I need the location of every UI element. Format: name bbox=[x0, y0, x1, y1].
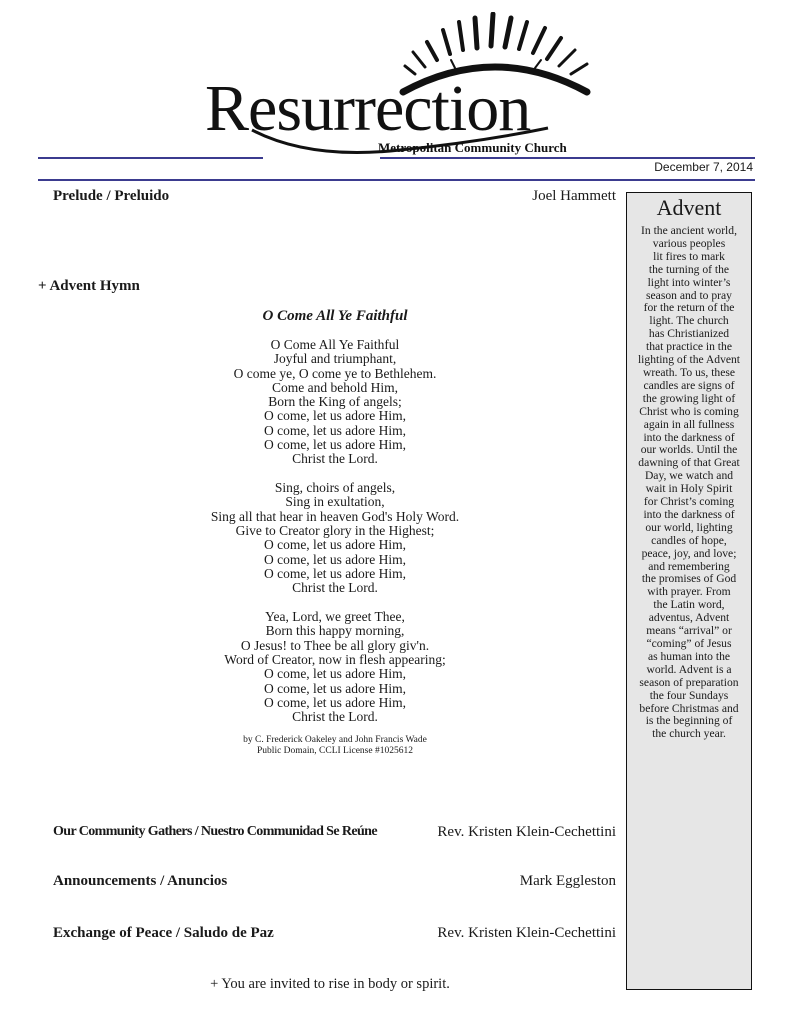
prelude-leader: Joel Hammett bbox=[532, 188, 616, 204]
sidebar-text-line: “coming” of Jesus bbox=[646, 637, 732, 650]
verse-line: O come, let us adore Him, bbox=[263, 408, 407, 424]
sidebar-title: Advent bbox=[656, 195, 722, 220]
credit-license: Public Domain, CCLI License #1025612 bbox=[257, 745, 413, 756]
sidebar-text-line: again in all fullness bbox=[643, 417, 735, 431]
sidebar-text-line: with prayer. From bbox=[647, 585, 731, 599]
sidebar-text-line: has Christianized bbox=[648, 327, 730, 341]
verse-line: O come ye, O come ye to Bethlehem. bbox=[233, 365, 437, 381]
sidebar-text-line: the growing light of bbox=[642, 391, 736, 405]
sidebar-text-line: is the beginning of bbox=[645, 714, 733, 728]
verse-line: Sing, choirs of angels, bbox=[274, 480, 396, 496]
sidebar-text-line: the turning of the bbox=[648, 262, 730, 276]
logo-subtitle: Metropolitan Community Church bbox=[378, 140, 567, 155]
sidebar-text-line: lighting of the Advent bbox=[637, 353, 741, 367]
sidebar-text-line: adventus, Advent bbox=[648, 611, 730, 625]
verse-line: O come, let us adore Him, bbox=[263, 551, 407, 567]
sidebar-text-line: the church year. bbox=[652, 727, 726, 741]
sidebar-text-line: candles are signs of bbox=[643, 378, 735, 392]
hymn-verse-3 bbox=[180, 610, 490, 724]
verse-line: O Jesus! to Thee be all glory giv'n. bbox=[240, 637, 430, 653]
sidebar-text-line: wreath. To us, these bbox=[642, 365, 736, 379]
sidebar-text-line: into the darkness of bbox=[643, 430, 735, 444]
verse-line: O come, let us adore Him, bbox=[263, 680, 407, 696]
exchange-of-peace-title: Exchange of Peace / Saludo de Paz bbox=[53, 925, 274, 941]
verse-line: Christ the Lord. bbox=[292, 451, 378, 467]
sidebar-text-line: for Christ’s coming bbox=[643, 495, 735, 509]
verse-line: O come, let us adore Him, bbox=[263, 422, 407, 438]
sidebar-text-line: wait in Holy Spirit bbox=[645, 482, 733, 496]
sidebar-text-line: as human into the bbox=[647, 649, 731, 663]
sidebar-text-line: the Latin word, bbox=[653, 598, 725, 612]
verse-line: Joyful and triumphant, bbox=[273, 351, 397, 367]
verse-line: O come, let us adore Him, bbox=[263, 537, 407, 553]
sidebar-text-line: lit fires to mark bbox=[653, 249, 725, 263]
sidebar-text-line: our world, lighting bbox=[645, 520, 733, 534]
verse-line: O come, let us adore Him, bbox=[263, 565, 407, 581]
advent-hymn-heading: + Advent Hymn bbox=[38, 278, 140, 294]
verse-line: Word of Creator, now in flesh appearing; bbox=[224, 651, 446, 667]
verse-line: Christ the Lord. bbox=[292, 709, 378, 725]
verse-line: O come, let us adore Him, bbox=[263, 694, 407, 710]
verse-line: Born this happy morning, bbox=[265, 623, 405, 639]
verse-line: O come, let us adore Him, bbox=[263, 666, 407, 682]
credit-authors: by C. Frederick Oakeley and John Francis Wade bbox=[243, 734, 427, 745]
verse-line: Born the King of angels; bbox=[268, 394, 402, 410]
logo-wordmark: Resurrection bbox=[205, 72, 531, 145]
header-rule-bottom bbox=[38, 179, 755, 181]
sidebar-text-line: season of preparation bbox=[639, 675, 739, 689]
sidebar-text-line: candles of hope, bbox=[651, 533, 727, 547]
community-gathers-leader: Rev. Kristen Klein-Cechettini bbox=[437, 824, 616, 840]
sidebar-text-line: the promises of God bbox=[641, 572, 737, 586]
exchange-of-peace-leader: Rev. Kristen Klein-Cechettini bbox=[437, 925, 616, 941]
hymn-credit bbox=[180, 735, 490, 757]
announcements-title: Announcements / Anuncios bbox=[53, 873, 228, 889]
sidebar-text-line: before Christmas and bbox=[639, 701, 739, 715]
hymn-block bbox=[180, 308, 490, 757]
rise-invitation-note: + You are invited to rise in body or spirit. bbox=[210, 976, 450, 992]
hymn-title: O Come All Ye Faithful bbox=[262, 308, 408, 324]
verse-line: Give to Creator glory in the Highest; bbox=[235, 523, 435, 539]
sidebar-text-line: peace, joy, and love; bbox=[641, 546, 737, 560]
sidebar-text-line: and remembering bbox=[648, 559, 730, 573]
sidebar-text-line: season and to pray bbox=[646, 288, 732, 302]
header-rule-right bbox=[380, 157, 755, 159]
service-date: December 7, 2014 bbox=[654, 160, 753, 174]
verse-line: Yea, Lord, we greet Thee, bbox=[265, 609, 405, 625]
sidebar-body bbox=[627, 221, 751, 741]
advent-sidebar bbox=[626, 192, 752, 990]
header-rule-left bbox=[38, 157, 263, 159]
prelude-title: Prelude / Preluido bbox=[53, 188, 170, 204]
sidebar-text-line: light. The church bbox=[649, 314, 729, 328]
verse-line: Sing all that hear in heaven God's Holy Word. bbox=[210, 508, 460, 524]
community-gathers-title: Our Community Gathers / Nuestro Communidad Se Reúne bbox=[53, 824, 377, 839]
sidebar-text-line: the four Sundays bbox=[649, 688, 729, 702]
sidebar-text-line: Christ who is coming bbox=[639, 404, 739, 418]
announcements-leader: Mark Eggleston bbox=[519, 873, 616, 889]
sidebar-text-line: our worlds. Until the bbox=[640, 443, 738, 457]
sidebar-text-line: dawning of that Great bbox=[638, 456, 740, 470]
sidebar-text-line: that practice in the bbox=[646, 340, 732, 354]
verse-line: Come and behold Him, bbox=[272, 379, 398, 395]
sidebar-text-line: for the return of the bbox=[643, 301, 735, 315]
verse-line: Christ the Lord. bbox=[292, 580, 378, 596]
hymn-verse-2 bbox=[180, 481, 490, 595]
sidebar-text-line: Day, we watch and bbox=[644, 469, 734, 483]
hymn-verse-1 bbox=[180, 338, 490, 467]
verse-line: O Come All Ye Faithful bbox=[270, 337, 400, 352]
sidebar-text-line: into the darkness of bbox=[643, 507, 735, 521]
verse-line: O come, let us adore Him, bbox=[263, 437, 407, 453]
sidebar-text-line: various peoples bbox=[652, 236, 726, 250]
sidebar-text-line: light into winter’s bbox=[647, 275, 731, 289]
sidebar-text-line: means “arrival” or bbox=[646, 624, 732, 638]
verse-line: Sing in exultation, bbox=[285, 494, 385, 510]
sidebar-text-line: world. Advent is a bbox=[646, 662, 732, 676]
sidebar-text-line: In the ancient world, bbox=[641, 224, 737, 237]
